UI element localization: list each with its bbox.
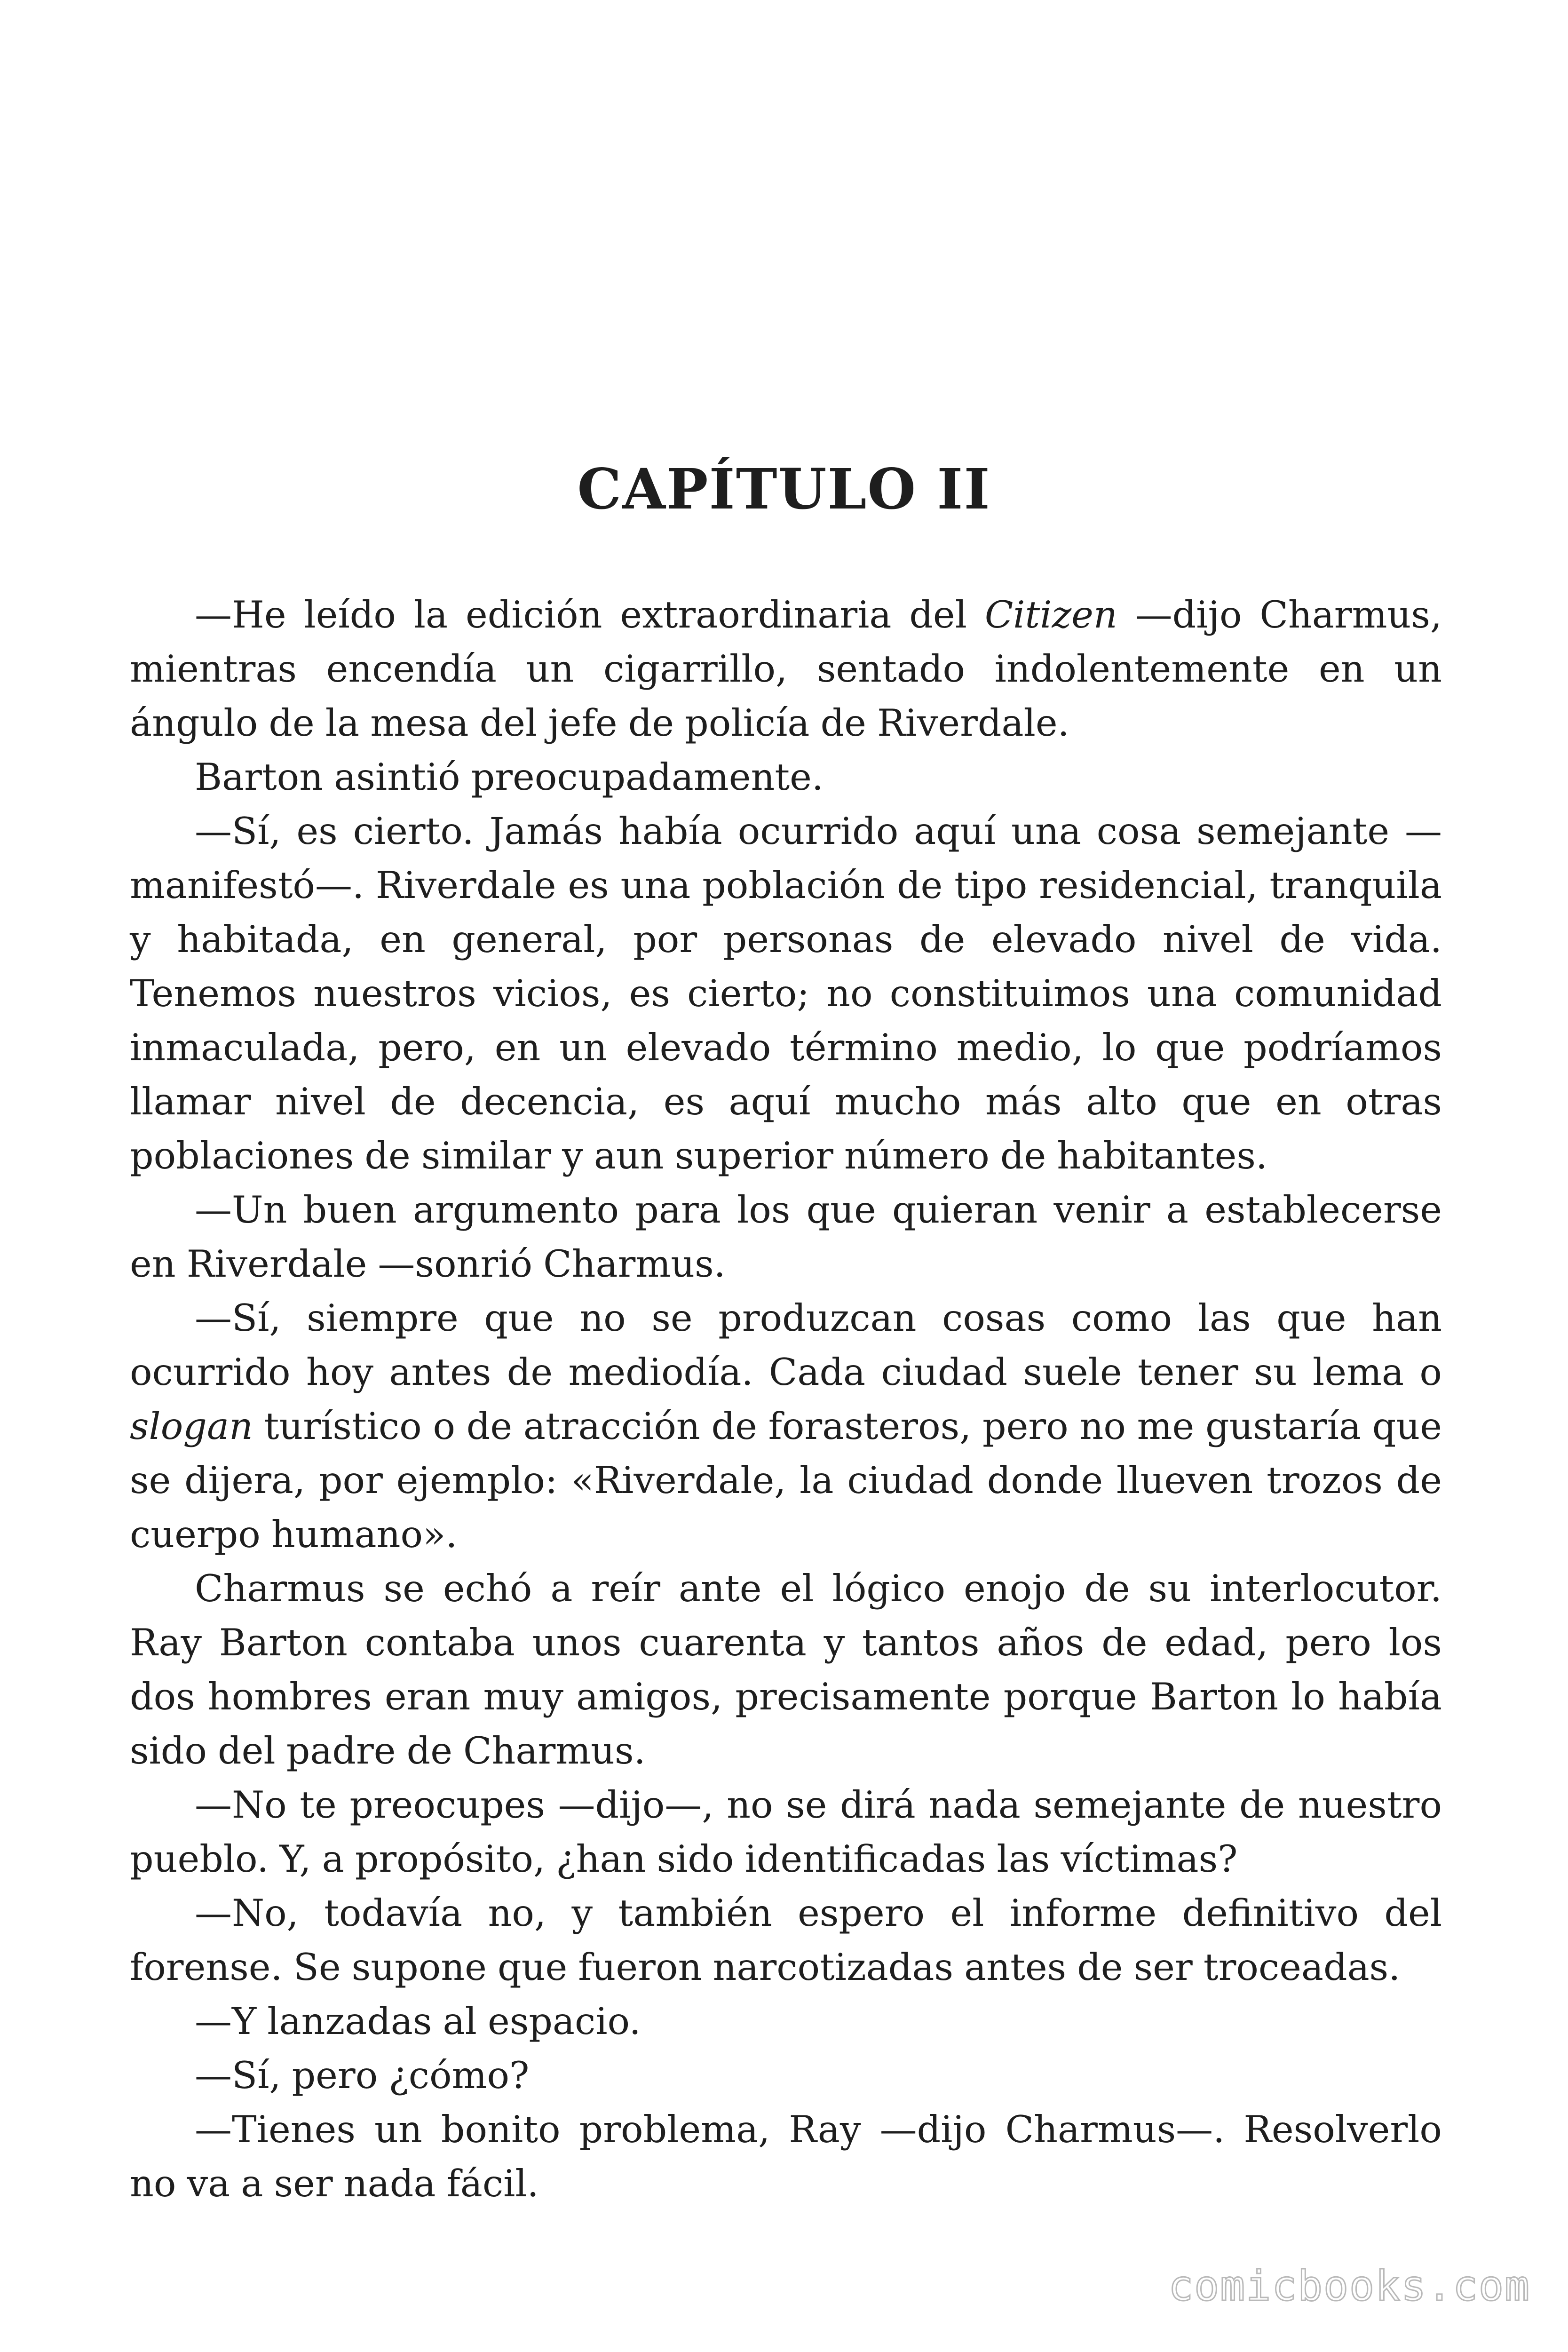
paragraph: —Y lanzadas al espacio. bbox=[195, 2000, 641, 2043]
paragraph: —No, todavía no, y también espero el informe definitivo del forense. Se supone que fueron narcotizadas antes de ser troceadas. bbox=[130, 1891, 1442, 1989]
watermark: comicbooks.com bbox=[1168, 2262, 1530, 2310]
paragraph: —Un buen argumento para los que quieran venir a establecerse en Riverdale —sonrió Charmus. bbox=[130, 1188, 1442, 1286]
chapter-body bbox=[130, 588, 1442, 2211]
chapter-title: CAPÍTULO II bbox=[577, 456, 991, 522]
paragraph: —Tienes un bonito problema, Ray —dijo Charmus—. Resolverlo no va a ser nada fácil. bbox=[130, 2108, 1442, 2205]
paragraph: Barton asintió preocupadamente. bbox=[195, 755, 824, 799]
paragraph: —Sí, siempre que no se produzcan cosas como las que han ocurrido hoy antes de mediodía. Cada ciudad suele tener su lema o slogan turístico o de atracción de forasteros, pero no me gustaría que se dijera, por ejemplo: «Riverdale, la ciudad donde llueven trozos de cuerpo humano». bbox=[130, 1296, 1442, 1556]
paragraph: —Sí, es cierto. Jamás había ocurrido aquí una cosa semejante —manifestó—. Riverdale es una población de tipo residencial, tranquila y habitada, en general, por personas de elevado nivel de vida. Tenemos nuestros vicios, es cierto; no constituimos una comunidad inmaculada, pero, en un elevado término medio, lo que podríamos llamar nivel de decencia, es aquí mucho más alto que en otras poblaciones de similar y aun superior número de habitantes. bbox=[130, 810, 1442, 1177]
paragraph: —Sí, pero ¿cómo? bbox=[195, 2054, 530, 2097]
paragraph: —No te preocupes —dijo—, no se dirá nada semejante de nuestro pueblo. Y, a propósito, ¿han sido identificadas las víctimas? bbox=[130, 1783, 1442, 1881]
paragraph: Charmus se echó a reír ante el lógico enojo de su interlocutor. Ray Barton contaba unos cuarenta y tantos años de edad, pero los dos hombres eran muy amigos, precisamente porque Barton lo había sido del padre de Charmus. bbox=[130, 1567, 1442, 1772]
paragraph: —He leído la edición extraordinaria del Citizen —dijo Charmus, mientras encendía un cigarrillo, sentado indolentemente en un ángulo de la mesa del jefe de policía de Riverdale. bbox=[130, 593, 1442, 745]
